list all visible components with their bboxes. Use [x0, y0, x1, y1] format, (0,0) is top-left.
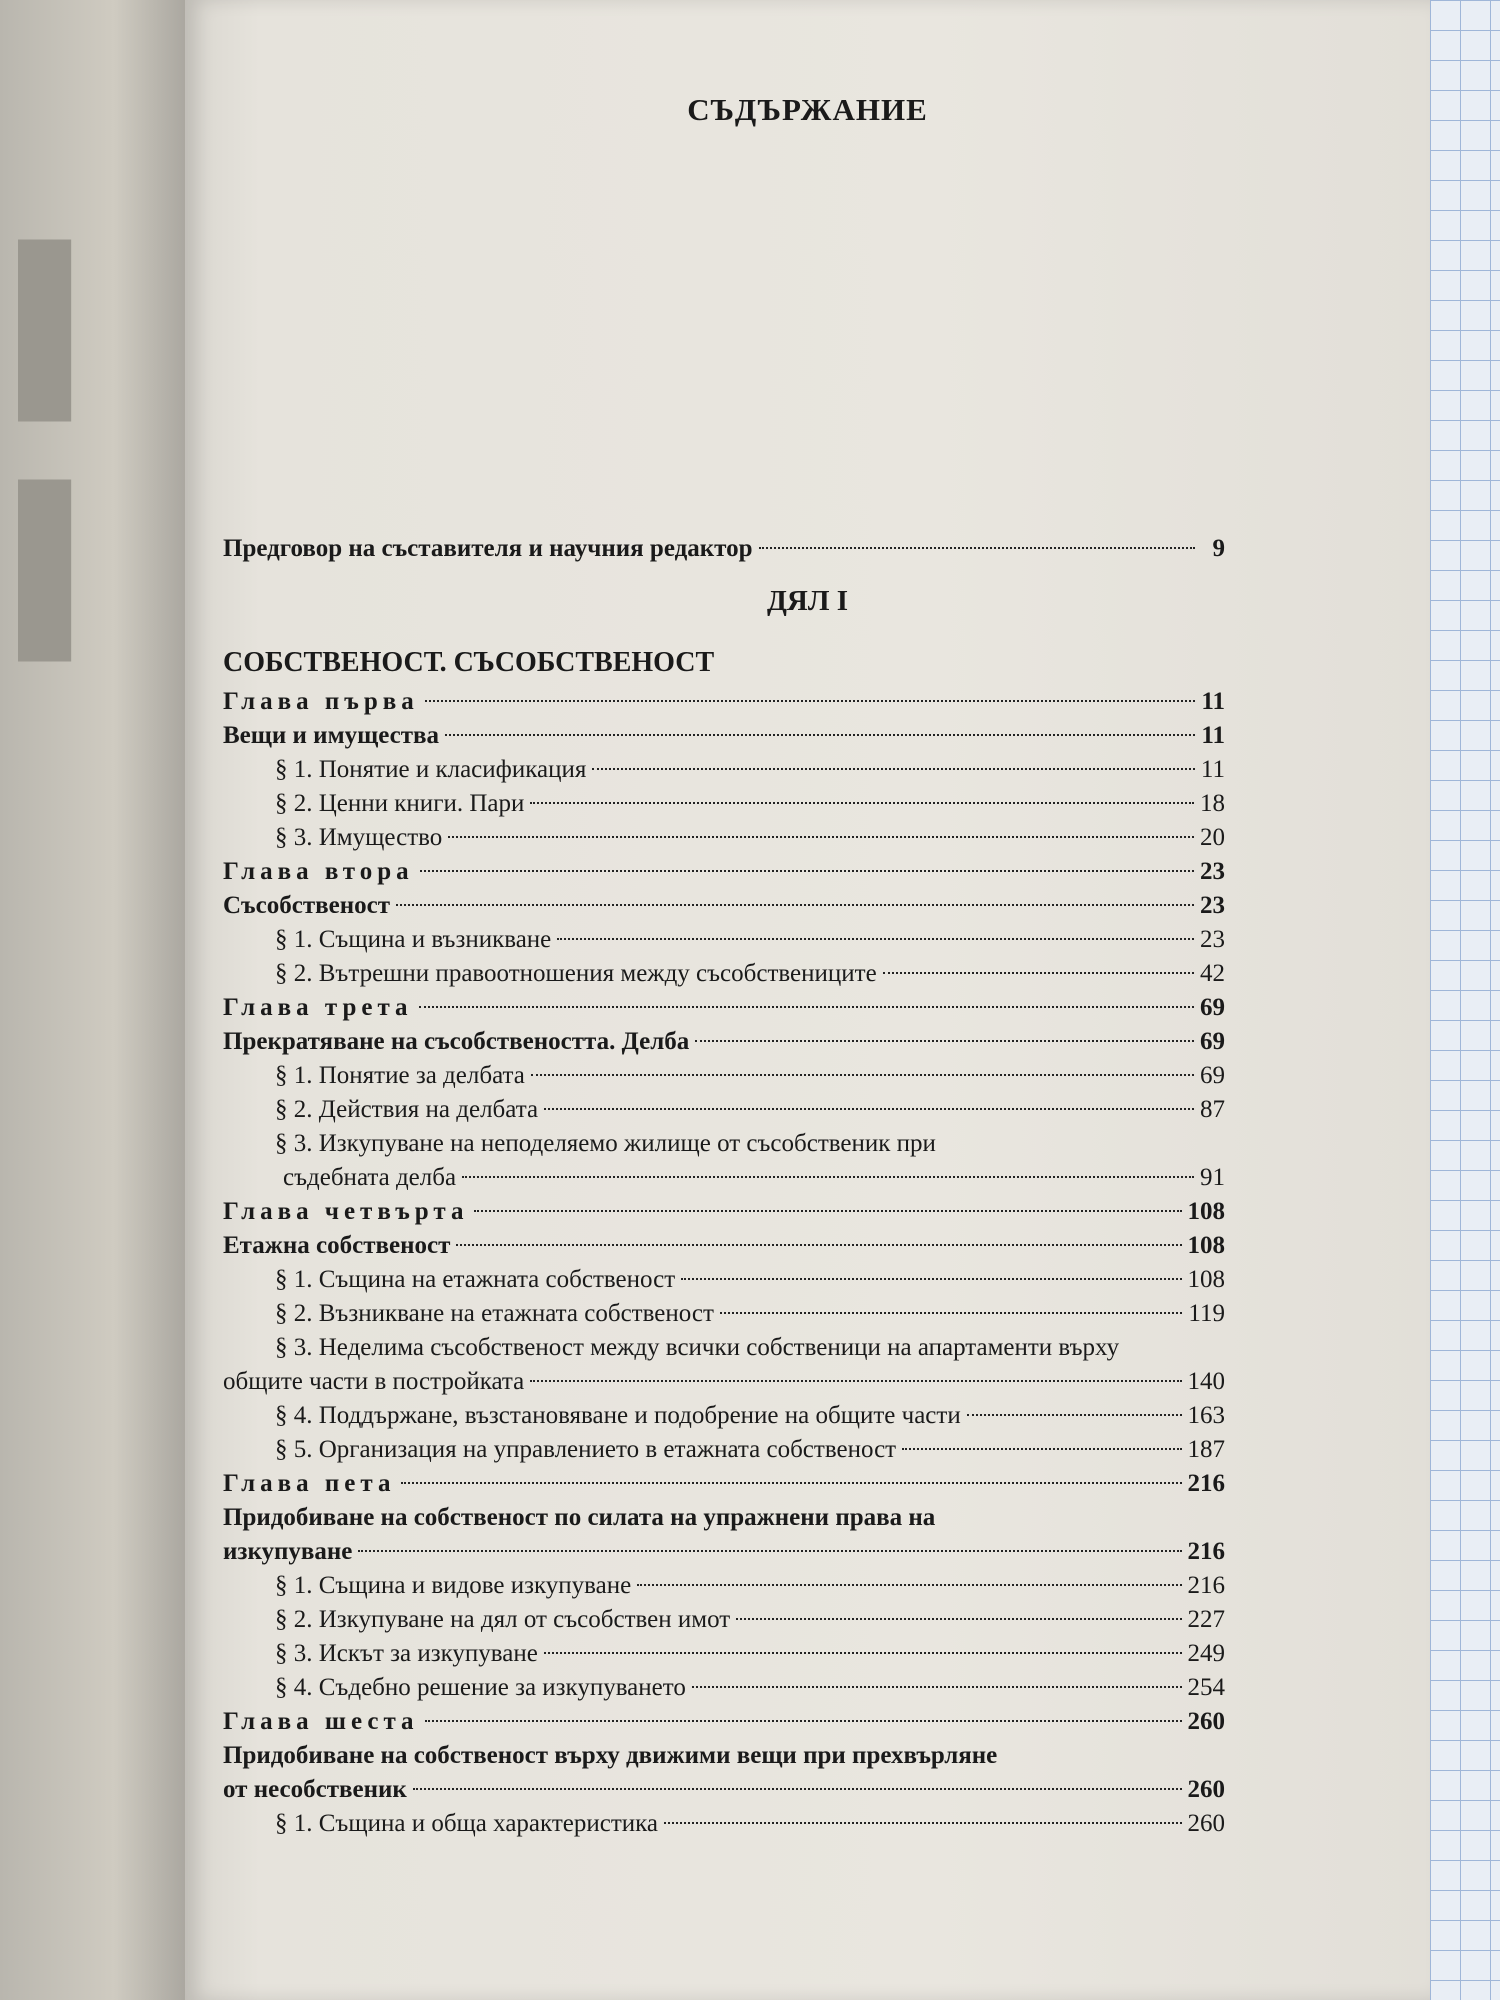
- dot-leader: [637, 1584, 1181, 1586]
- grid-paper-background: [1430, 0, 1500, 2000]
- toc-page: 11: [1200, 756, 1225, 783]
- toc-subsection[interactable]: [275, 790, 1225, 824]
- toc-label: Предговор на съставителя и научния редактор: [223, 535, 753, 562]
- dot-leader: [401, 1482, 1181, 1484]
- section-title: СОБСТВЕНОСТ. СЪСОБСТВЕНОСТ: [223, 647, 715, 678]
- toc-page: 69: [1200, 1028, 1225, 1055]
- toc-subsection[interactable]: [275, 1266, 1225, 1300]
- toc-label: § 1. Същина на етажната собственост: [275, 1266, 676, 1293]
- toc-chapter[interactable]: [223, 1708, 1225, 1742]
- toc-heading[interactable]: [223, 722, 1225, 756]
- toc-subsection[interactable]: [275, 1436, 1225, 1470]
- toc-label: от несобственик: [223, 1776, 407, 1803]
- dot-leader: [530, 802, 1194, 804]
- toc-page: 216: [1187, 1572, 1225, 1599]
- toc-heading-continued[interactable]: [223, 1538, 1225, 1572]
- toc-label: Глава шеста: [223, 1708, 419, 1735]
- toc-subsection-continued[interactable]: [283, 1164, 1225, 1198]
- toc-page: 216: [1187, 1538, 1225, 1565]
- toc-page: 108: [1187, 1232, 1225, 1259]
- toc-page: 69: [1200, 994, 1225, 1021]
- toc-subsection[interactable]: [275, 1572, 1225, 1606]
- toc-chapter[interactable]: [223, 858, 1225, 892]
- dot-leader: [967, 1414, 1182, 1416]
- page-title: СЪДЪРЖАНИЕ: [687, 92, 928, 127]
- toc-subsection[interactable]: [275, 1674, 1225, 1708]
- dot-leader: [358, 1550, 1181, 1552]
- dot-leader: [396, 904, 1194, 906]
- toc-page: 23: [1200, 926, 1225, 953]
- dot-leader: [474, 1210, 1181, 1212]
- toc-page: 227: [1187, 1606, 1225, 1633]
- toc-page: 249: [1187, 1640, 1225, 1667]
- toc-label: Придобиване на собственост по силата на упражнени права на: [223, 1504, 936, 1531]
- dot-leader: [902, 1448, 1181, 1450]
- toc-page: 260: [1187, 1708, 1225, 1735]
- toc-label: Съсобственост: [223, 892, 390, 919]
- toc-chapter[interactable]: [223, 994, 1225, 1028]
- toc-subsection[interactable]: [275, 1606, 1225, 1640]
- toc-chapter[interactable]: [223, 1198, 1225, 1232]
- toc-page: 23: [1200, 892, 1225, 919]
- toc-label: § 2. Действия на делбата: [275, 1096, 539, 1123]
- dot-leader: [462, 1176, 1194, 1178]
- toc-label: Глава пета: [223, 1470, 396, 1497]
- toc-subsection[interactable]: [275, 1810, 1225, 1844]
- dot-leader: [759, 547, 1196, 549]
- dot-leader: [692, 1686, 1182, 1688]
- toc-subsection[interactable]: [275, 960, 1225, 994]
- dot-leader: [413, 1788, 1182, 1790]
- dot-leader: [448, 836, 1194, 838]
- toc-label: Прекратяване на съсобствеността. Делба: [223, 1028, 690, 1055]
- dot-leader: [736, 1618, 1181, 1620]
- toc-page: 20: [1200, 824, 1225, 851]
- toc-page: 69: [1200, 1062, 1225, 1089]
- toc-subsection-continued[interactable]: [223, 1368, 1225, 1402]
- toc-page: 11: [1201, 722, 1225, 749]
- toc-label: Придобиване на собственост върху движими вещи при прехвърляне: [223, 1742, 998, 1769]
- toc-label: § 2. Възникване на етажната собственост: [275, 1300, 714, 1327]
- toc-label: § 4. Поддържане, възстановяване и подобрение на общите части: [275, 1402, 961, 1429]
- toc-label: § 3. Неделима съсобственост между всички собственици на апартаменти върху: [275, 1334, 1120, 1361]
- toc-page: 9: [1212, 535, 1225, 562]
- book-page: [185, 0, 1430, 2000]
- toc-label: § 1. Същина и възникване: [275, 926, 552, 953]
- toc-heading[interactable]: [223, 1028, 1225, 1062]
- toc-subsection[interactable]: [275, 756, 1225, 790]
- toc-label: Етажна собственост: [223, 1232, 451, 1259]
- toc-label: Глава трета: [223, 994, 413, 1021]
- dot-leader: [530, 1380, 1181, 1382]
- toc-label: § 2. Ценни книги. Пари: [275, 790, 525, 817]
- toc-page: 260: [1187, 1810, 1225, 1837]
- dot-leader: [664, 1822, 1182, 1824]
- dot-leader: [531, 1074, 1194, 1076]
- dot-leader: [544, 1108, 1194, 1110]
- left-page-edge: [0, 0, 190, 2000]
- dot-leader: [592, 768, 1195, 770]
- toc-page: 108: [1187, 1266, 1225, 1293]
- toc-page: 187: [1187, 1436, 1225, 1463]
- toc-page: 18: [1200, 790, 1225, 817]
- toc-page: 163: [1187, 1402, 1225, 1429]
- toc-subsection[interactable]: [275, 1300, 1225, 1334]
- toc-label: § 3. Искът за изкупуване: [275, 1640, 538, 1667]
- toc-subsection[interactable]: [275, 1096, 1225, 1130]
- toc-heading[interactable]: [223, 892, 1225, 926]
- dot-leader: [445, 734, 1195, 736]
- toc-page: 42: [1200, 960, 1225, 987]
- toc-page: 11: [1201, 688, 1225, 715]
- left-page-decoration: ▌: [18, 483, 125, 649]
- dot-leader: [425, 700, 1195, 702]
- toc-chapter[interactable]: [223, 1470, 1225, 1504]
- toc-label: съдебната делба: [283, 1164, 457, 1191]
- toc-page: 108: [1187, 1198, 1225, 1225]
- toc-heading[interactable]: [223, 1232, 1225, 1266]
- toc-label: § 1. Понятие за делбата: [275, 1062, 525, 1089]
- dot-leader: [883, 972, 1194, 974]
- toc-preface[interactable]: [223, 535, 1225, 569]
- toc-subsection[interactable]: [275, 926, 1225, 960]
- toc-subsection[interactable]: [275, 1640, 1225, 1674]
- toc-page: 140: [1187, 1368, 1225, 1395]
- toc-label: Глава четвърта: [223, 1198, 469, 1225]
- toc-page: 260: [1187, 1776, 1225, 1803]
- toc-label: § 3. Изкупуване на неподеляемо жилище от съсобственик при: [275, 1130, 936, 1157]
- toc-heading[interactable]: [223, 1504, 1225, 1538]
- toc-page: 119: [1188, 1300, 1225, 1327]
- toc-label: Глава втора: [223, 858, 414, 885]
- dot-leader: [695, 1040, 1194, 1042]
- toc-subsection[interactable]: [275, 1402, 1225, 1436]
- dot-leader: [720, 1312, 1183, 1314]
- toc-label: § 2. Изкупуване на дял от съсобствен имот: [275, 1606, 731, 1633]
- dot-leader: [544, 1652, 1182, 1654]
- toc-page: 91: [1200, 1164, 1225, 1191]
- dot-leader: [420, 870, 1194, 872]
- toc-heading[interactable]: [223, 1742, 1225, 1776]
- toc-page: 254: [1187, 1674, 1225, 1701]
- dot-leader: [419, 1006, 1194, 1008]
- toc-subsection[interactable]: [275, 1334, 1225, 1368]
- dot-leader: [425, 1720, 1182, 1722]
- toc-subsection[interactable]: [275, 1130, 1225, 1164]
- toc-chapter[interactable]: [223, 688, 1225, 722]
- toc-label: изкупуване: [223, 1538, 353, 1565]
- toc-page: 23: [1200, 858, 1225, 885]
- toc-page: 216: [1187, 1470, 1225, 1497]
- dot-leader: [557, 938, 1194, 940]
- toc-label: § 4. Съдебно решение за изкупуването: [275, 1674, 686, 1701]
- dot-leader: [456, 1244, 1181, 1246]
- toc-subsection[interactable]: [275, 1062, 1225, 1096]
- part-title: ДЯЛ I: [766, 585, 849, 617]
- toc-label: Вещи и имущества: [223, 722, 440, 749]
- toc-page: 87: [1200, 1096, 1225, 1123]
- toc-label: § 3. Имущество: [275, 824, 443, 851]
- left-page-decoration: ▌: [18, 243, 125, 409]
- toc-heading-continued[interactable]: [223, 1776, 1225, 1810]
- dot-leader: [681, 1278, 1181, 1280]
- toc-label: § 1. Понятие и класификация: [275, 756, 587, 783]
- toc-label: § 5. Организация на управлението в етажната собственост: [275, 1436, 897, 1463]
- toc-subsection[interactable]: [275, 824, 1225, 858]
- toc-label: общите части в постройката: [223, 1368, 525, 1395]
- toc-label: § 1. Същина и обща характеристика: [275, 1810, 658, 1837]
- toc-label: § 2. Вътрешни правоотношения между съсобствениците: [275, 960, 877, 987]
- toc-label: Глава първа: [223, 688, 419, 715]
- toc-label: § 1. Същина и видове изкупуване: [275, 1572, 632, 1599]
